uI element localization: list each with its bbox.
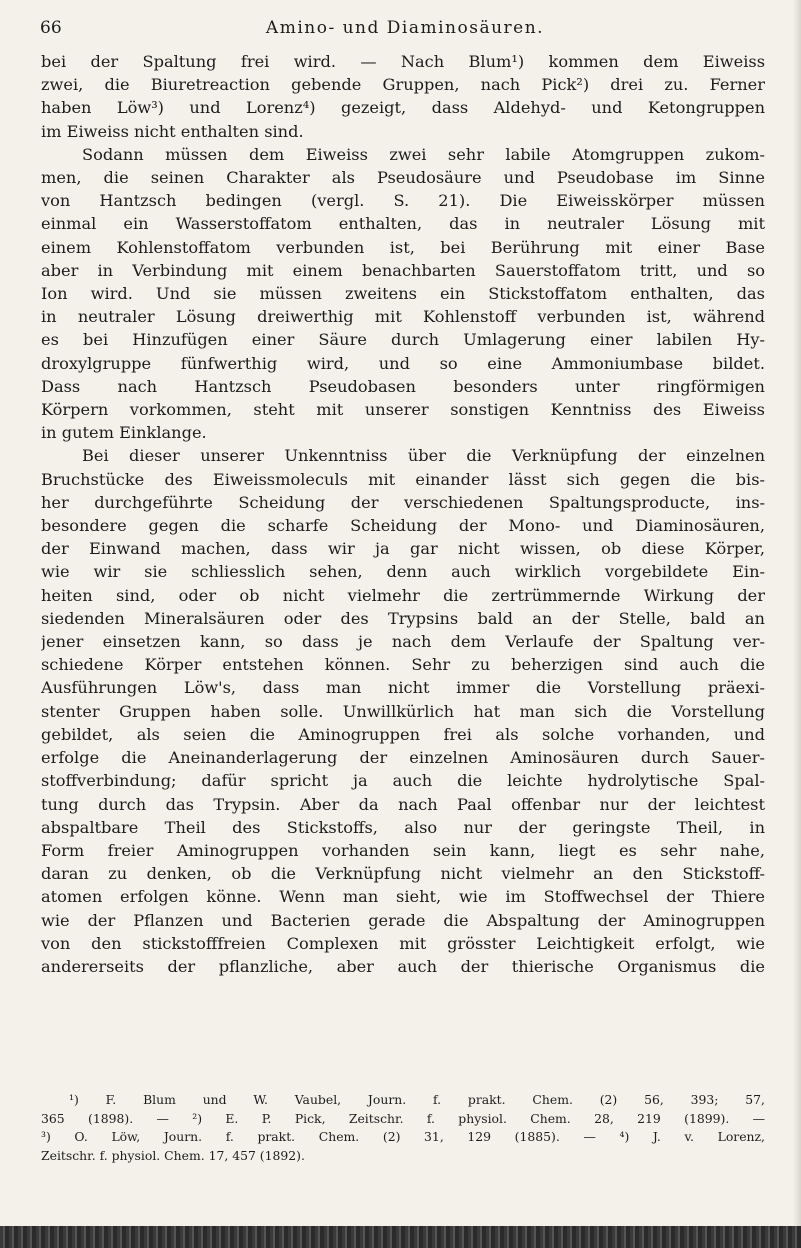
text-line: besondere gegen die scharfe Scheidung der Mono- und Diaminosäuren, [41, 516, 765, 536]
page-header [40, 12, 770, 38]
text-line: einmal ein Wasserstoffatom enthalten, das in neutraler Lösung mit [41, 214, 765, 234]
text-line: andererseits der pflanzliche, aber auch der thierische Organismus die [41, 956, 765, 976]
text-line: men, die seinen Charakter als Pseudosäure und Pseudobase im Sinne [41, 168, 765, 188]
body-text [41, 50, 765, 978]
text-line: atomen erfolgen könne. Wenn man sieht, wie im Stoffwechsel der Thiere [41, 887, 765, 907]
text-line: es bei Hinzufügen einer Säure durch Umlagerung einer labilen Hy- [41, 330, 765, 350]
text-line: stoffverbindung; dafür spricht ja auch die leichte hydrolytische Spal- [41, 771, 765, 791]
text-line: tung durch das Trypsin. Aber da nach Paal offenbar nur der leichtest [41, 794, 765, 814]
text-line: stenter Gruppen haben solle. Unwillkürlich hat man sich die Vorstellung [41, 701, 765, 721]
text-line: abspaltbare Theil des Stickstoffs, also nur der geringste Theil, in [41, 817, 765, 837]
text-line: erfolge die Aneinanderlagerung der einzelnen Aminosäuren durch Sauer- [41, 748, 765, 768]
text-line: bei der Spaltung frei wird. — Nach Blum¹) kommen dem Eiweiss [41, 52, 765, 71]
page-edge-shadow [793, 0, 801, 1248]
text-line: Ausführungen Löw's, dass man nicht immer die Vorstellung präexi- [41, 678, 765, 698]
text-line: in neutraler Lösung dreiwerthig mit Kohlenstoff verbunden ist, während [41, 307, 765, 327]
text-line: heiten sind, oder ob nicht vielmehr die zertrümmernde Wirkung der [41, 585, 765, 605]
page-number: 66 [40, 18, 62, 38]
text-line: siedenden Mineralsäuren oder des Trypsins bald an der Stelle, bald an [41, 608, 765, 628]
text-line: aber in Verbindung mit einem benachbarten Sauerstoffatom tritt, und so [41, 260, 765, 280]
footnote-line: ³) O. Löw, Journ. f. prakt. Chem. (2) 31, 129 (1885). — ⁴) J. v. Lorenz, [41, 1129, 765, 1145]
text-line: von den stickstofffreien Complexen mit grösster Leichtigkeit erfolgt, wie [41, 933, 765, 953]
text-line: Dass nach Hantzsch Pseudobasen besonders unter ringförmigen [41, 376, 765, 396]
text-line: zwei, die Biuretreaction gebende Gruppen, nach Pick²) drei zu. Ferner [41, 75, 765, 95]
paragraph-first-line: Sodann müssen dem Eiweiss zwei sehr labile Atomgruppen zukom- [82, 144, 765, 164]
text-line: wie wir sie schliesslich sehen, denn auch wirklich vorgebildete Ein- [41, 562, 765, 582]
footnote-line: Zeitschr. f. physiol. Chem. 17, 457 (1892). [41, 1147, 305, 1163]
footnotes [41, 1091, 765, 1165]
text-line: in gutem Einklange. [41, 423, 207, 443]
text-line: gebildet, als seien die Aminogruppen frei als solche vorhanden, und [41, 724, 765, 744]
text-line: haben Löw³) und Lorenz⁴) gezeigt, dass Aldehyd- und Ketongruppen [41, 98, 765, 118]
footnote-line: ¹) F. Blum und W. Vaubel, Journ. f. prakt. Chem. (2) 56, 393; 57, [69, 1092, 765, 1107]
text-line: Form freier Aminogruppen vorhanden sein kann, liegt es sehr nahe, [41, 840, 765, 860]
running-title: Amino- und Diaminosäuren. [265, 18, 545, 38]
text-line: der Einwand machen, dass wir ja gar nicht wissen, ob diese Körper, [41, 539, 765, 559]
text-line: jener einsetzen kann, so dass je nach dem Verlaufe der Spaltung ver- [41, 632, 765, 652]
text-line: daran zu denken, ob die Verknüpfung nicht vielmehr an den Stickstoff- [41, 864, 765, 884]
text-line: einem Kohlenstoffatom verbunden ist, bei Berührung mit einer Base [41, 237, 765, 257]
text-line: her durchgeführte Scheidung der verschiedenen Spaltungsproducte, ins- [41, 492, 765, 512]
scan-edge-band [0, 1226, 801, 1248]
text-line: von Hantzsch bedingen (vergl. S. 21). Die Eiweisskörper müssen [41, 191, 765, 211]
footnote-line: 365 (1898). — ²) E. P. Pick, Zeitschr. f. physiol. Chem. 28, 219 (1899). — [41, 1110, 765, 1126]
text-line: schiedene Körper entstehen können. Sehr zu beherzigen sind auch die [41, 655, 765, 675]
text-line: droxylgruppe fünfwerthig wird, und so eine Ammoniumbase bildet. [41, 353, 765, 373]
text-line: Ion wird. Und sie müssen zweitens ein Stickstoffatom enthalten, das [41, 284, 765, 304]
paragraph-first-line: Bei dieser unserer Unkenntniss über die Verknüpfung der einzelnen [82, 446, 765, 466]
text-line: Bruchstücke des Eiweissmoleculs mit einander lässt sich gegen die bis- [41, 469, 765, 489]
text-line: im Eiweiss nicht enthalten sind. [41, 121, 304, 141]
text-line: wie der Pflanzen und Bacterien gerade die Abspaltung der Aminogruppen [41, 910, 765, 930]
text-line: Körpern vorkommen, steht mit unserer sonstigen Kenntniss des Eiweiss [41, 400, 765, 420]
